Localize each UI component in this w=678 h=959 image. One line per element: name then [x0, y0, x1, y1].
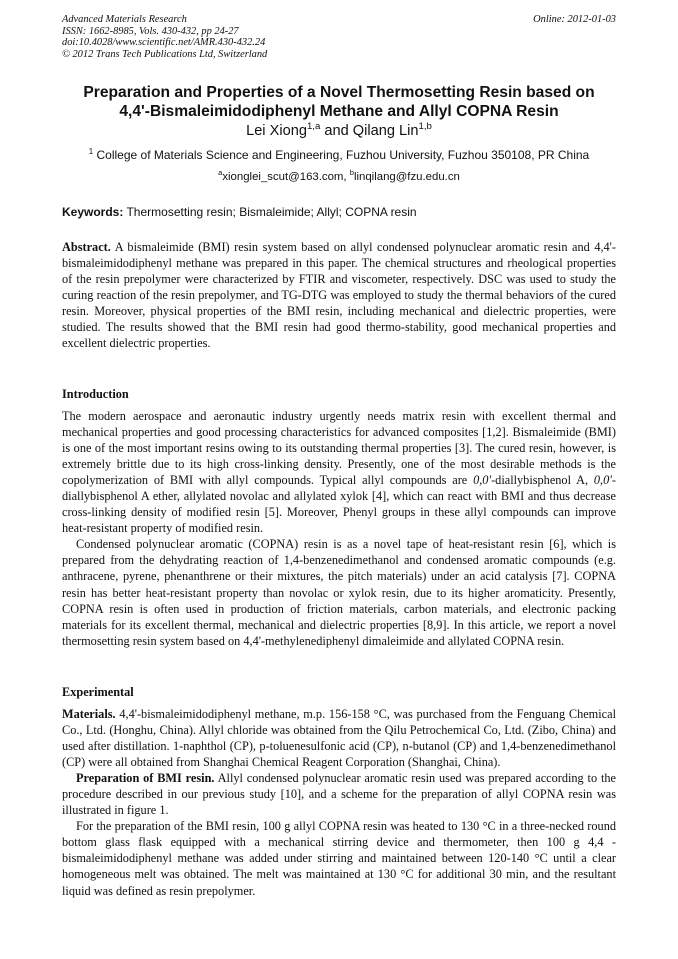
title-line-1: Preparation and Properties of a Novel Thermosetting Resin based on [83, 84, 595, 101]
paper-title [62, 83, 616, 121]
abstract-text: A bismaleimide (BMI) resin system based on allyl condensed polynuclear aromatic resin and 4,4'-bismaleimidodiphenyl methane was prepared in this paper. The chemical structures and rheological properties of the resin prepolymer were characterized by FTIR and viscometer, respectively. DSC was used to study the curing reaction of the resin prepolymer, and TG-DTG was employed to study the thermal behaviors of the cured resin. Moreover, physical properties of the BMI resin, including mechanical and dielectric properties, were studied. The results showed that the BMI resin had good thermo-stability, good mechanical properties and excellent dielectric properties. [62, 240, 616, 351]
introduction-body [62, 408, 616, 649]
paragraph-text: -diallybisphenol A ether, allylated novolac and allylated xylok [4], which can react with BMI and thus decrease cross-linking density of modified resin [5]. Moreover, Phenyl groups in these allyl compounds can improve heat-resistant property of modified resin. [62, 473, 616, 536]
author-conjunction: and [320, 123, 353, 139]
title-line-2: 4,4'-Bismaleimidodiphenyl Methane and Allyl COPNA Resin [119, 103, 559, 120]
author-name: Lei Xiong [246, 123, 307, 139]
author-superscript: 1,b [418, 121, 432, 133]
email-superscript: a [218, 168, 223, 178]
paragraph-text: The modern aerospace and aeronautic industry urgently needs matrix resin with excellent thermal and mechanical properties and good processing characteristics for advanced composites [1,2]. Bismaleimide (BMI) is one of the most important resins owing to its outstanding thermal properties [3]. The cured resin, however, is extremely brittle due to its high cross-linking density. Presently, one of the most desirable methods is the copolymerization of BMI with allyl compounds. Typical allyl compounds are [62, 409, 616, 488]
copyright-line: © 2012 Trans Tech Publications Ltd, Switzerland [62, 48, 268, 60]
abstract [62, 239, 616, 351]
doi-line: doi:10.4028/www.scientific.net/AMR.430-432.24 [62, 37, 266, 49]
paragraph [62, 770, 616, 818]
affiliation [62, 148, 616, 163]
affiliation-superscript: 1 [88, 147, 94, 156]
affiliation-text: College of Materials Science and Engineering, Fuzhou University, Fuzhou 350108, PR China [93, 148, 590, 162]
paragraph: For the preparation of the BMI resin, 100 g allyl COPNA resin was heated to 130 °C in a three-necked round bottom glass flask equipped with a mechanical stirring device and thermometer, then 100 g 4,4 -bismaleimidodiphenyl methane was added under stirring and maintained between 120-140 °C until a clear homogeneous melt was obtained. The melt was maintained at 130 °C for additional 30 min, and the resultant liquid was defined as resin prepolymer. [62, 819, 616, 898]
keywords [62, 205, 616, 220]
paragraph-text: Allyl condensed polynuclear aromatic resin used was prepared according to the procedure described in our previous study [10], and a scheme for the preparation of allyl COPNA resin was illustrated in figure 1. [62, 771, 616, 818]
section-heading-introduction: Introduction [62, 387, 129, 401]
journal-header [62, 14, 616, 60]
email-link[interactable]: linqilang@fzu.edu.cn [353, 171, 460, 183]
author-list [62, 122, 616, 140]
paragraph-label: Materials. [62, 707, 116, 721]
paragraph-text: 4,4'-bismaleimidodiphenyl methane, m.p. 156-158 °C, was purchased from the Fenguang Chemical Co., Ltd. (Honghu, China). Allyl chloride was obtained from the Qilu Petrochemical Co, Ltd. (Zibo, China) and used after distillation. 1-naphthol (CP), p-toluenesulfonic acid (CP), n-butanol (CP) and 1,4-benzenedimethanol (CP) were all obtained from Shanghai Chemical Reagent Corporation (Shanghai, China). [62, 707, 616, 770]
paragraph: Condensed polynuclear aromatic (COPNA) resin is as a novel tape of heat-resistant resin [6], which is prepared from the dehydrating reaction of 1,4-benzenedimethanol and condensed aromatic compounds (e.g. anthracene, pyrene, phenanthrene or their mixtures, the pitch materials) under an acid catalysis [7]. COPNA resin has better heat-resistant property than novolac or xylok resin, due to its higher aromaticity. Presently, COPNA resin is often used in production of friction materials, carbon materials, and electronic packing materials for its excellent thermal, mechanical and dielectric properties [8,9]. In this article, we report a novel thermosetting resin system based on 4,4'-methylenediphenyl dimaleimide and allylated COPNA resin. [62, 537, 616, 648]
paragraph-text: -diallybisphenol A, [491, 473, 594, 488]
author-name: Qilang Lin [352, 123, 419, 139]
author-superscript: 1,a [306, 121, 321, 133]
paragraph-label: Preparation of BMI resin. [76, 771, 215, 786]
paragraph [62, 408, 616, 536]
italic-text: 0,0' [473, 473, 492, 488]
author-emails [62, 170, 616, 185]
journal-name: Advanced Materials Research [62, 14, 187, 25]
experimental-body [62, 706, 616, 899]
online-date: Online: 2012-01-03 [533, 14, 616, 25]
paragraph [62, 706, 616, 770]
keywords-text: Thermosetting resin; Bismaleimide; Allyl; COPNA resin [123, 205, 417, 219]
section-heading-experimental: Experimental [62, 685, 134, 699]
keywords-label: Keywords: [62, 205, 124, 219]
italic-text: 0,0' [593, 473, 612, 488]
email-link[interactable]: xionglei_scut@163.com, [222, 171, 350, 183]
issn-line: ISSN: 1662-8985, Vols. 430-432, pp 24-27 [62, 25, 239, 37]
abstract-label: Abstract. [62, 240, 111, 254]
email-superscript: b [349, 168, 354, 178]
